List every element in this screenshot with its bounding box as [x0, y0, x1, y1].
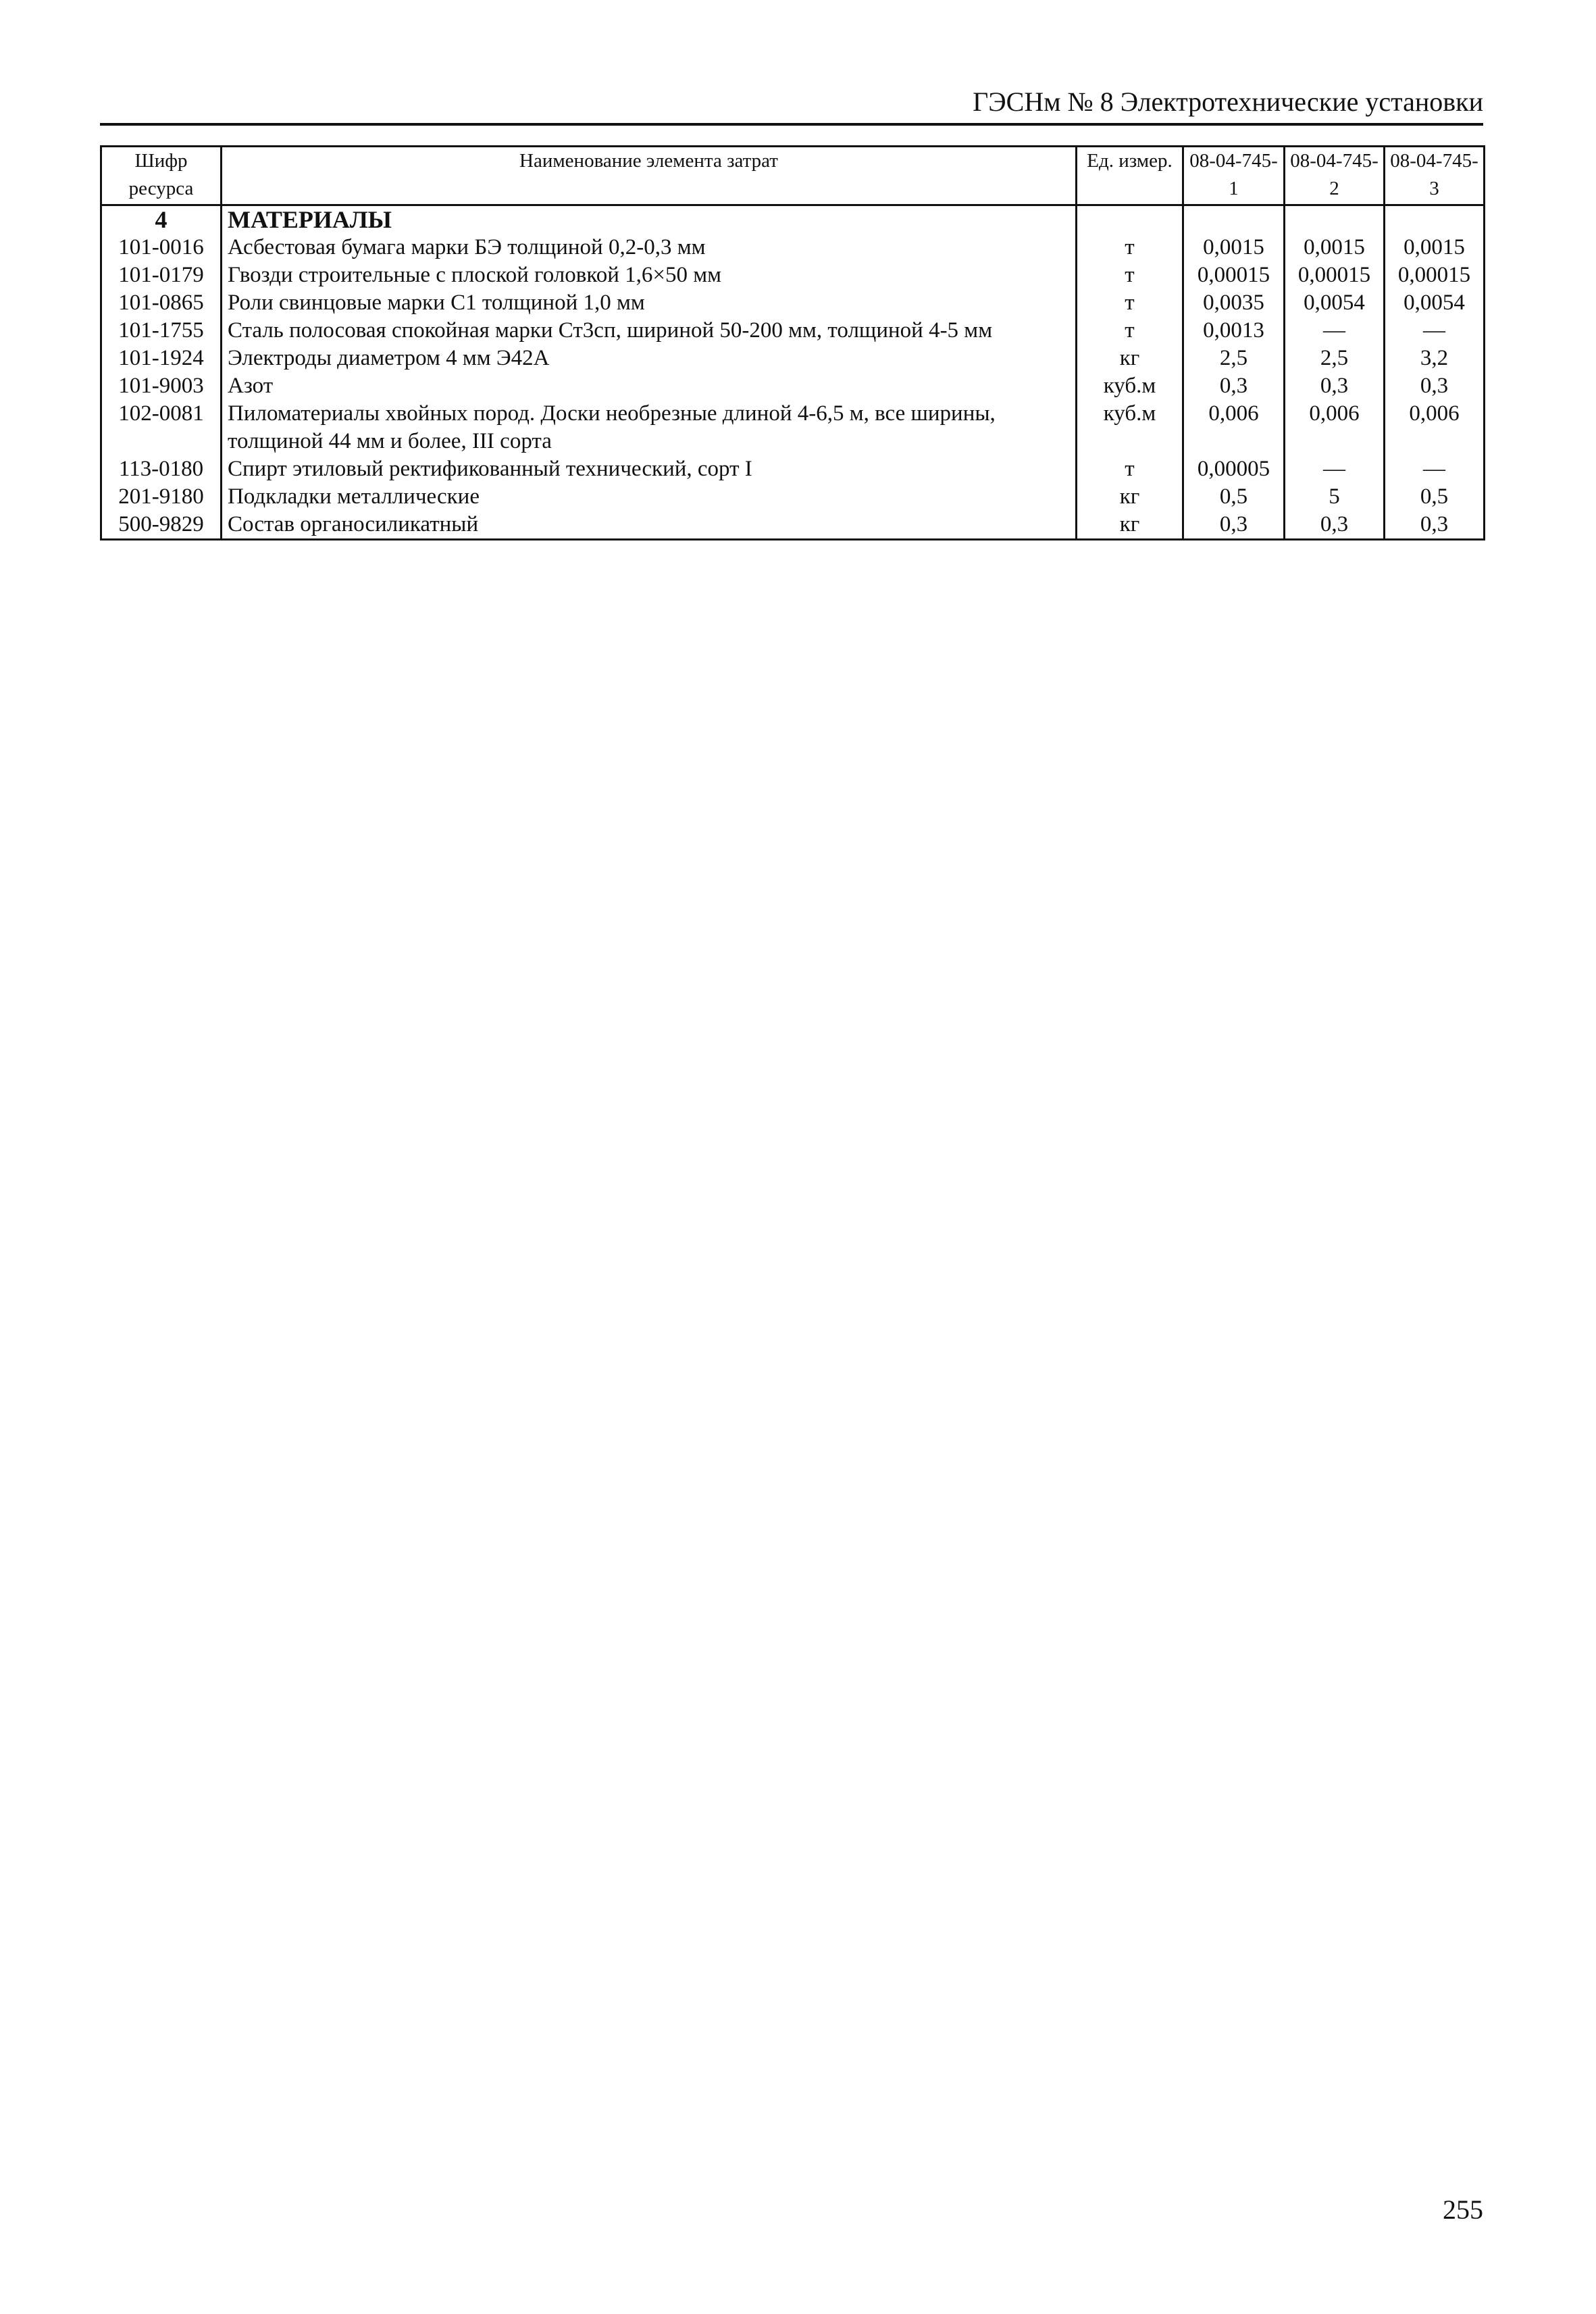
section-value-cell	[1385, 205, 1485, 234]
section-value-cell	[1183, 205, 1285, 234]
resource-code: 101-0865	[101, 289, 222, 317]
value-745-2: 0,0054	[1285, 289, 1385, 317]
table-body	[101, 205, 1485, 540]
item-name: Сталь полосовая спокойная марки Ст3сп, шириной 50-200 мм, толщиной 4-5 мм	[222, 317, 1077, 345]
item-name: Электроды диаметром 4 мм Э42А	[222, 345, 1077, 372]
col-header-745-1: 08-04-745-1	[1183, 147, 1285, 205]
value-745-1: 0,3	[1183, 511, 1285, 540]
col-header-code: Шифр ресурса	[101, 147, 222, 205]
unit: кг	[1077, 483, 1183, 511]
col-header-name: Наименование элемента затрат	[222, 147, 1077, 205]
value-745-3: 0,006	[1385, 400, 1485, 455]
unit: кг	[1077, 345, 1183, 372]
table-row	[101, 455, 1485, 483]
section-row	[101, 205, 1485, 234]
resource-code: 101-1924	[101, 345, 222, 372]
table-header-row	[101, 147, 1485, 205]
value-745-1: 0,5	[1183, 483, 1285, 511]
resource-code: 101-0179	[101, 261, 222, 289]
section-value-cell	[1285, 205, 1385, 234]
table-row	[101, 261, 1485, 289]
table-row	[101, 511, 1485, 540]
unit: т	[1077, 234, 1183, 261]
resource-code: 500-9829	[101, 511, 222, 540]
table-row	[101, 317, 1485, 345]
value-745-3: 3,2	[1385, 345, 1485, 372]
item-name: Подкладки металлические	[222, 483, 1077, 511]
resource-code: 113-0180	[101, 455, 222, 483]
table-row	[101, 289, 1485, 317]
item-name: Гвозди строительные с плоской головкой 1,6×50 мм	[222, 261, 1077, 289]
value-745-1: 0,3	[1183, 372, 1285, 400]
value-745-3: —	[1385, 455, 1485, 483]
value-745-2: 0,00015	[1285, 261, 1385, 289]
col-header-unit: Ед. измер.	[1077, 147, 1183, 205]
value-745-2: —	[1285, 317, 1385, 345]
table-row	[101, 400, 1485, 455]
item-name: Роли свинцовые марки С1 толщиной 1,0 мм	[222, 289, 1077, 317]
item-name: Состав органосиликатный	[222, 511, 1077, 540]
value-745-2: 2,5	[1285, 345, 1385, 372]
value-745-3: 0,0015	[1385, 234, 1485, 261]
value-745-3: —	[1385, 317, 1485, 345]
table-row	[101, 372, 1485, 400]
resource-code: 102-0081	[101, 400, 222, 455]
unit: т	[1077, 289, 1183, 317]
value-745-1: 0,00015	[1183, 261, 1285, 289]
value-745-2: 0,006	[1285, 400, 1385, 455]
value-745-1: 0,0015	[1183, 234, 1285, 261]
value-745-2: —	[1285, 455, 1385, 483]
item-name: Пиломатериалы хвойных пород. Доски необрезные длиной 4-6,5 м, все ширины, толщиной 44 мм и более, III сорта	[222, 400, 1077, 455]
value-745-2: 0,3	[1285, 372, 1385, 400]
item-name: Азот	[222, 372, 1077, 400]
item-name: Асбестовая бумага марки БЭ толщиной 0,2-0,3 мм	[222, 234, 1077, 261]
unit: т	[1077, 261, 1183, 289]
item-name: Спирт этиловый ректификованный технический, сорт I	[222, 455, 1077, 483]
resource-code: 101-1755	[101, 317, 222, 345]
value-745-3: 0,3	[1385, 372, 1485, 400]
table-row	[101, 234, 1485, 261]
value-745-1: 0,0035	[1183, 289, 1285, 317]
table-row	[101, 345, 1485, 372]
value-745-2: 5	[1285, 483, 1385, 511]
value-745-1: 0,0013	[1183, 317, 1285, 345]
value-745-3: 0,00015	[1385, 261, 1485, 289]
col-header-745-2: 08-04-745-2	[1285, 147, 1385, 205]
unit: куб.м	[1077, 372, 1183, 400]
page-number: 255	[1443, 2194, 1483, 2225]
section-name: МАТЕРИАЛЫ	[222, 205, 1077, 234]
value-745-3: 0,0054	[1385, 289, 1485, 317]
col-header-745-3: 08-04-745-3	[1385, 147, 1485, 205]
resource-code: 101-9003	[101, 372, 222, 400]
value-745-1: 0,006	[1183, 400, 1285, 455]
value-745-3: 0,3	[1385, 511, 1485, 540]
unit: т	[1077, 317, 1183, 345]
table-row	[101, 483, 1485, 511]
page-header	[100, 86, 1483, 126]
resource-code: 101-0016	[101, 234, 222, 261]
value-745-1: 2,5	[1183, 345, 1285, 372]
value-745-2: 0,3	[1285, 511, 1385, 540]
unit: т	[1077, 455, 1183, 483]
value-745-1: 0,00005	[1183, 455, 1285, 483]
value-745-2: 0,0015	[1285, 234, 1385, 261]
section-code: 4	[101, 205, 222, 234]
resource-code: 201-9180	[101, 483, 222, 511]
unit: куб.м	[1077, 400, 1183, 455]
unit: кг	[1077, 511, 1183, 540]
value-745-3: 0,5	[1385, 483, 1485, 511]
section-unit-cell	[1077, 205, 1183, 234]
page-header-title: ГЭСНм № 8 Электротехнические установки	[973, 86, 1483, 117]
materials-table	[100, 145, 1485, 540]
